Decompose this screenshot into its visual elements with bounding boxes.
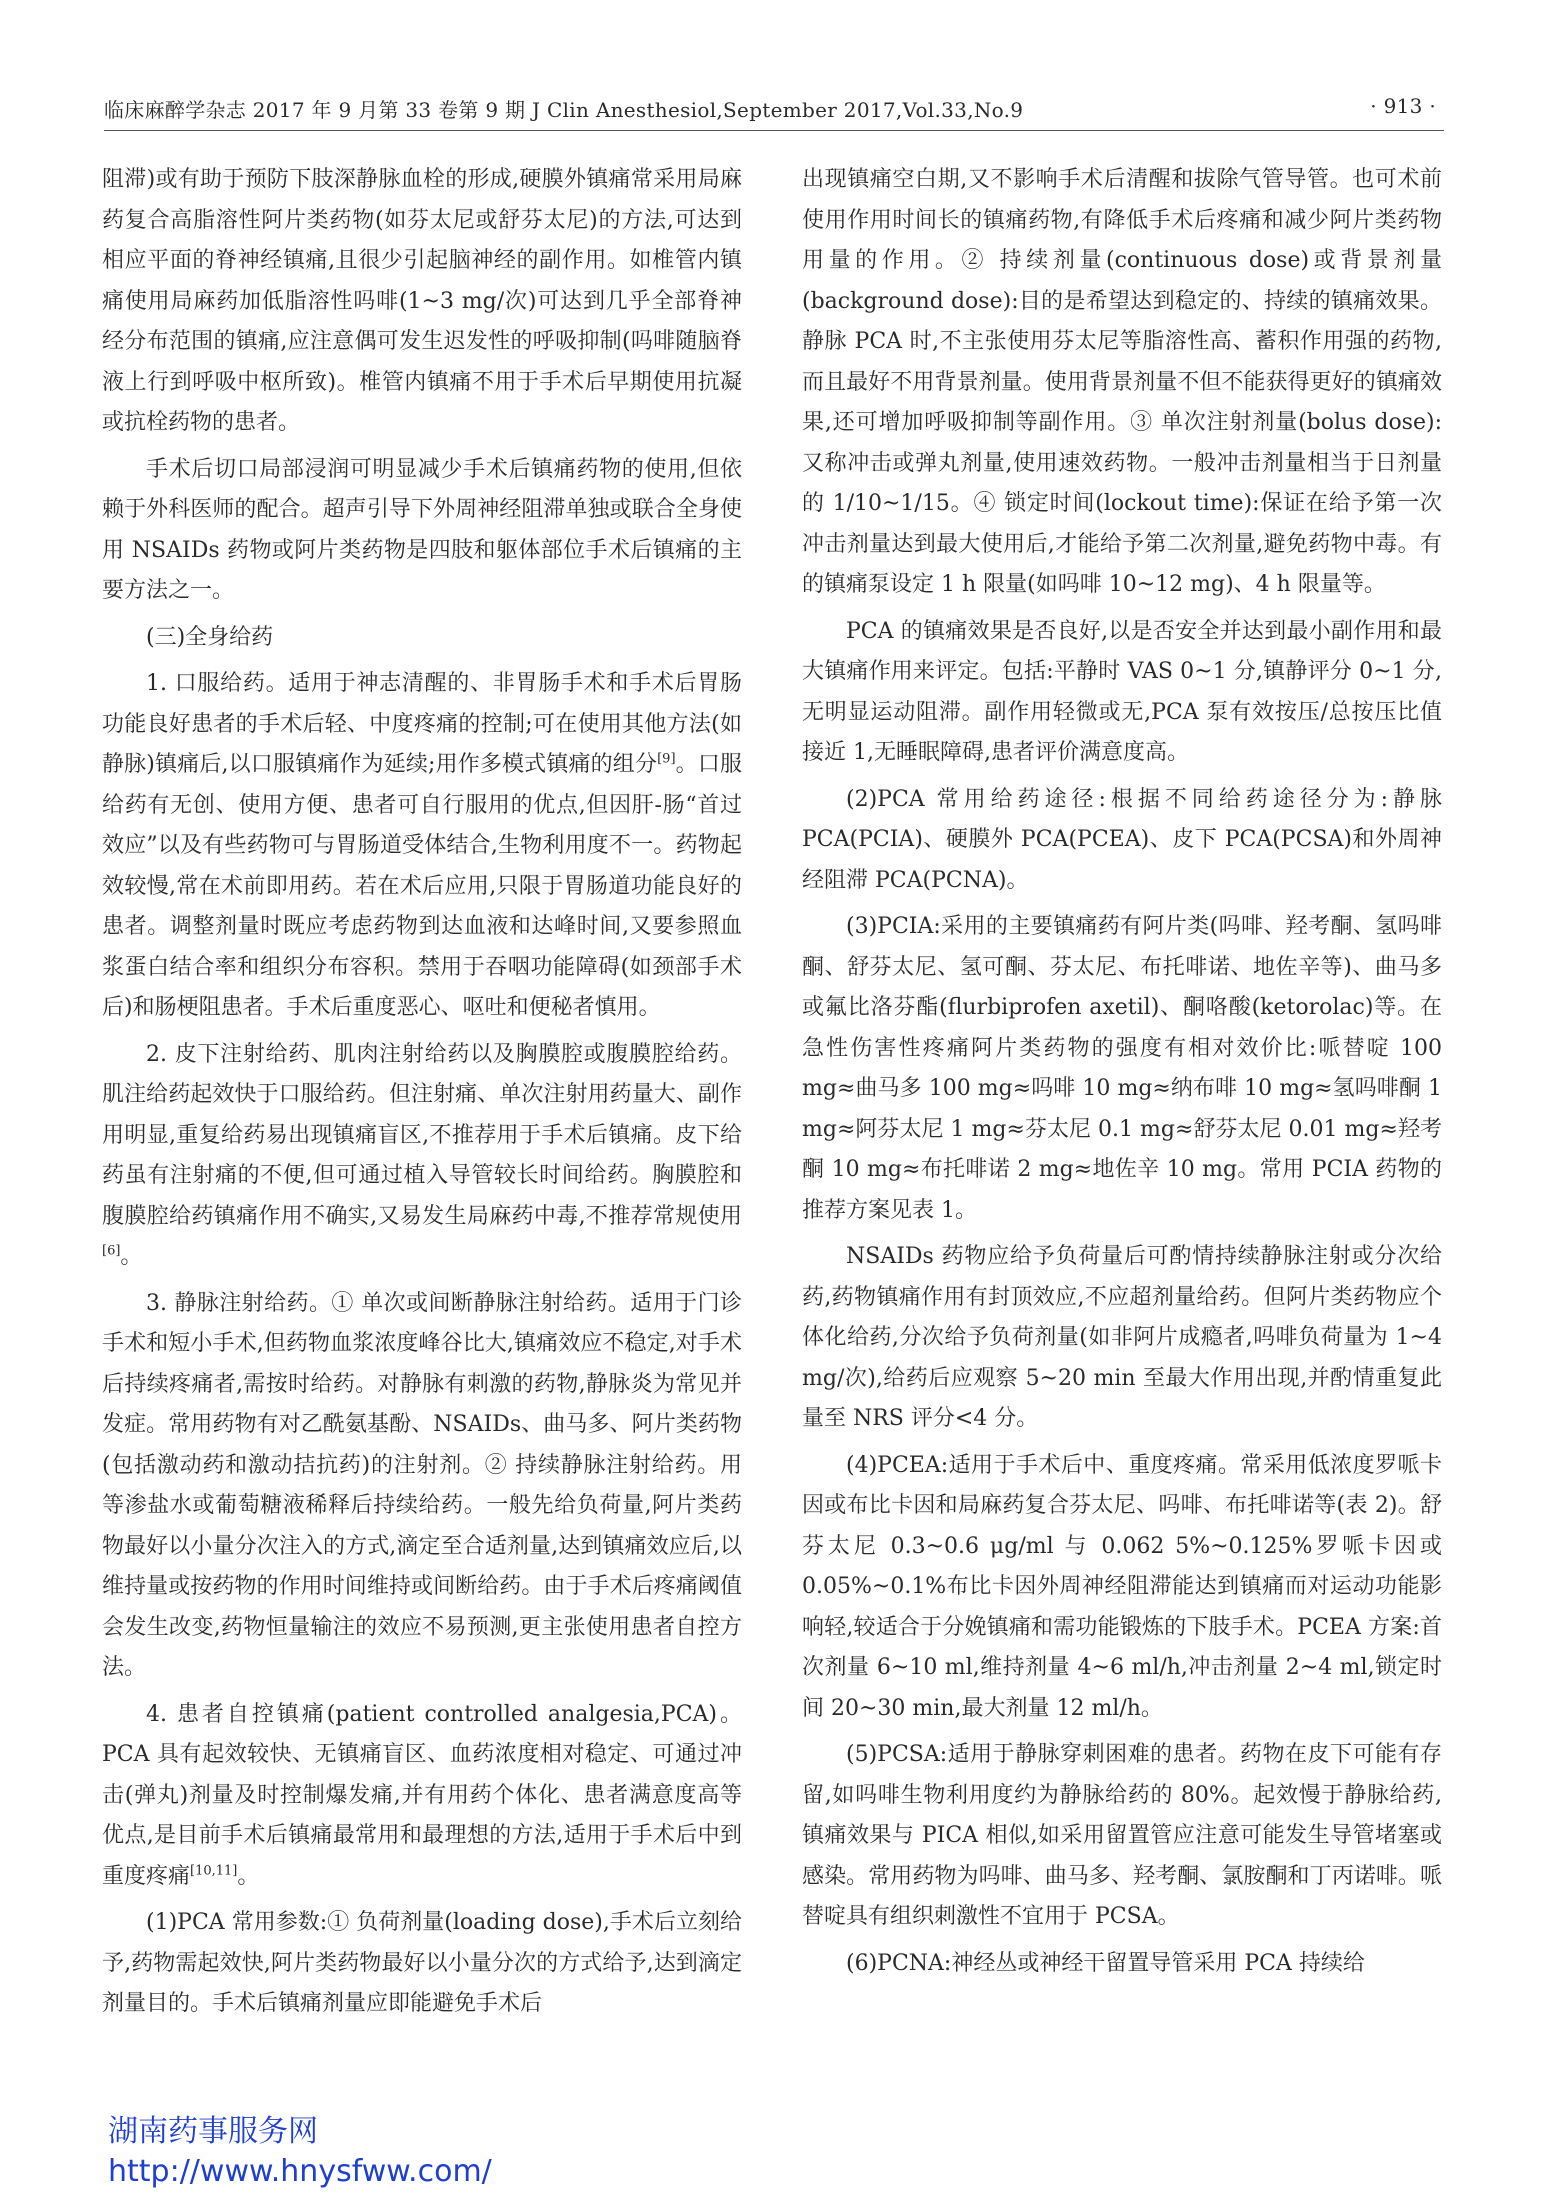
paragraph-text-cont: 。口服给药有无创、使用方便、患者可自行服用的优点,但因肝-肠“首过效应”以及有些药物可与胃肠道受体结合,生物利用度不一。药物起效较慢,常在术前即用药。若在术后应用,只限于胃肠道功能良好的患者。调整剂量时既应考虑药物到达血液和达峰时间,又要参照血浆蛋白结合率和组织分布容积。禁用于吞咽功能障碍(如颈部手术后)和肠梗阻患者。手术后重度恶心、呕吐和便秘者慎用。 [102,752,742,1020]
paragraph [102,450,742,612]
paragraph-text: NSAIDs 药物应给予负荷量后可酌情持续静脉注射或分次给药,药物镇痛作用有封顶效应,不应超剂量给药。但阿片类药物应个体化给药,分次给予负荷剂量(如非阿片成瘾者,吗啡负荷量为 1~4 mg/次),给药后应观察 5~20 min 至最大作用出现,并酌情重复此量至 NRS 评分<4 分。 [802,1244,1442,1431]
paragraph-text-cont: 。 [120,1244,143,1269]
journal-citation: 临床麻醉学杂志 2017 年 9 月第 33 卷第 9 期 J Clin Anesthesiol,September 2017,Vol.33,No.9 [104,98,1024,122]
paragraph [802,907,1442,1231]
paragraph [802,780,1442,902]
right-text-column [802,160,1442,1990]
paragraph [102,1284,742,1689]
paragraph [102,664,742,1029]
running-header [104,94,1444,124]
paragraph-text: (三)全身给药 [146,624,274,650]
citation-ref: [9] [657,751,676,767]
paragraph-text: 1. 口服给药。适用于神志清醒的、非胃肠手术和手术后胃肠功能良好患者的手术后轻、中度疼痛的控制;可在使用其他方法(如静脉)镇痛后,以口服镇痛作为延续;用作多模式镇痛的组分 [102,671,742,777]
page-number: · 913 · [1370,94,1436,118]
paragraph [802,160,1442,606]
paragraph [102,618,742,659]
watermark-url[interactable]: http://www.hnysfww.com/ [108,2154,492,2189]
paragraph-text: PCA 的镇痛效果是否良好,以是否安全并达到最小副作用和最大镇痛作用来评定。包括:平静时 VAS 0~1 分,镇静评分 0~1 分,无明显运动阻滞。副作用轻微或无,PCA 泵有效按压/总按压比值接近 1,无睡眠障碍,患者评价满意度高。 [802,618,1442,765]
paragraph [802,1237,1442,1440]
paragraph-text: (5)PCSA:适用于静脉穿刺困难的患者。药物在皮下可能有存留,如吗啡生物利用度约为静脉给药的 80%。起效慢于静脉给药,镇痛效果与 PICA 相似,如采用留置管应注意可能发生导管堵塞或感染。常用药物为吗啡、曲马多、羟考酮、氯胺酮和丁丙诺啡。哌替啶具有组织刺激性不宜用于 PCSA。 [802,1742,1442,1929]
paragraph-text: 手术后切口局部浸润可明显减少手术后镇痛药物的使用,但依赖于外科医师的配合。超声引导下外周神经阻滞单独或联合全身使用 NSAIDs 药物或阿片类药物是四肢和躯体部位手术后镇痛的主要方法之一。 [102,456,742,603]
paragraph-text: (3)PCIA:采用的主要镇痛药有阿片类(吗啡、羟考酮、氢吗啡酮、舒芬太尼、氢可酮、芬太尼、布托啡诺、地佐辛等)、曲马多或氟比洛芬酯(flurbiprofen axetil)、酮咯酸(ketorolac)等。在急性伤害性疼痛阿片类药物的强度有相对效价比:哌替啶 100 mg≈曲马多 100 mg≈吗啡 10 mg≈纳布啡 10 mg≈氢吗啡酮 1 mg≈阿芬太尼 1 mg≈芬太尼 0.1 mg≈舒芬太尼 0.01 mg≈羟考酮 10 mg≈布托啡诺 2 mg≈地佐辛 10 mg。常用 PCIA 药物的推荐方案见表 1。 [802,914,1442,1223]
paragraph-text: 3. 静脉注射给药。① 单次或间断静脉注射给药。适用于门诊手术和短小手术,但药物血浆浓度峰谷比大,镇痛效应不稳定,对手术后持续疼痛者,需按时给药。对静脉有刺激的药物,静脉炎为常见并发症。常用药物有对乙酰氨基酚、NSAIDs、曲马多、阿片类药物(包括激动药和激动拮抗药)的注射剂。② 持续静脉注射给药。用等渗盐水或葡萄糖液稀释后持续给药。一般先给负荷量,阿片类药物最好以小量分次注入的方式,滴定至合适剂量,达到镇痛效应后,以维持量或按药物的作用时间维持或间断给药。由于手术后疼痛阈值会发生改变,药物恒量输注的效应不易预测,更主张使用患者自控方法。 [102,1290,742,1680]
watermark [108,2112,492,2192]
paragraph-text: 4. 患者自控镇痛(patient controlled analgesia,PCA)。PCA 具有起效较快、无镇痛盲区、血药浓度相对稳定、可通过冲击(弹丸)剂量及时控制爆发痛,并有用药个体化、患者满意度高等优点,是目前手术后镇痛最常用和最理想的方法,适用于手术后中到重度疼痛 [102,1701,742,1889]
paragraph [102,1695,742,1898]
paragraph-text-cont: 。 [237,1863,260,1889]
paragraph-text: (6)PCNA:神经丛或神经干留置导管采用 PCA 持续给 [846,1950,1365,1976]
paragraph [102,160,742,444]
paragraph [802,1446,1442,1730]
header-divider [104,130,1444,131]
paragraph-text: 阻滞)或有助于预防下肢深静脉血栓的形成,硬膜外镇痛常采用局麻药复合高脂溶性阿片类药物(如芬太尼或舒芬太尼)的方法,可达到相应平面的脊神经镇痛,且很少引起脑神经的副作用。如椎管内镇痛使用局麻药加低脂溶性吗啡(1~3 mg/次)可达到几乎全部脊神经分布范围的镇痛,应注意偶可发生迟发性的呼吸抑制(吗啡随脑脊液上行到呼吸中枢所致)。椎管内镇痛不用于手术后早期使用抗凝或抗栓药物的患者。 [102,167,742,435]
paragraph-text: 2. 皮下注射给药、肌肉注射给药以及胸膜腔或腹膜腔给药。肌注给药起效快于口服给药。但注射痛、单次注射用药量大、副作用明显,重复给药易出现镇痛盲区,不推荐用于手术后镇痛。皮下给药虽有注射痛的不便,但可通过植入导管较长时间给药。胸膜腔和腹膜腔给药镇痛作用不确实,又易发生局麻药中毒,不推荐常规使用 [102,1041,742,1229]
paragraph-text: 出现镇痛空白期,又不影响手术后清醒和拔除气管导管。也可术前使用作用时间长的镇痛药物,有降低手术后疼痛和减少阿片类药物用量的作用。② 持续剂量(continuous dose)或背景剂量(background dose):目的是希望达到稳定的、持续的镇痛效果。静脉 PCA 时,不主张使用芬太尼等脂溶性高、蓄积作用强的药物,而且最好不用背景剂量。使用背景剂量不但不能获得更好的镇痛效果,还可增加呼吸抑制等副作用。③ 单次注射剂量(bolus dose):又称冲击或弹丸剂量,使用速效药物。一般冲击剂量相当于日剂量的 1/10~1/15。④ 锁定时间(lockout time):保证在给予第一次冲击剂量达到最大使用后,才能给予第二次剂量,避免药物中毒。有的镇痛泵设定 1 h 限量(如吗啡 10~12 mg)、4 h 限量等。 [802,167,1442,597]
citation-ref: [10,11] [190,1863,238,1879]
paragraph [802,1735,1442,1938]
paragraph-text: (4)PCEA:适用于手术后中、重度疼痛。常采用低浓度罗哌卡因或布比卡因和局麻药复合芬太尼、吗啡、布托啡诺等(表 2)。舒芬太尼 0.3~0.6 μg/ml 与 0.062 5%~0.125%罗哌卡因或 0.05%~0.1%布比卡因外周神经阻滞能达到镇痛而对运动功能影响轻,较适合于分娩镇痛和需功能锻炼的下肢手术。PCEA 方案:首次剂量 6~10 ml,维持剂量 4~6 ml/h,冲击剂量 2~4 ml,锁定时间 20~30 min,最大剂量 12 ml/h。 [802,1452,1442,1721]
left-text-column [102,160,742,2031]
citation-ref: [6] [102,1243,121,1259]
paragraph-text: (1)PCA 常用参数:① 负荷剂量(loading dose),手术后立刻给予,药物需起效快,阿片类药物最好以小量分次的方式给予,达到滴定剂量目的。手术后镇痛剂量应即能避免手术后 [102,1910,742,2016]
paragraph-text: (2)PCA 常用给药途径:根据不同给药途径分为:静脉 PCA(PCIA)、硬膜外 PCA(PCEA)、皮下 PCA(PCSA)和外周神经阻滞 PCA(PCNA)。 [802,786,1442,893]
paragraph [102,1903,742,2025]
watermark-site-name: 湖南药事服务网 [108,2114,318,2149]
paragraph [802,612,1442,774]
paragraph [102,1035,742,1278]
paragraph [802,1944,1442,1985]
